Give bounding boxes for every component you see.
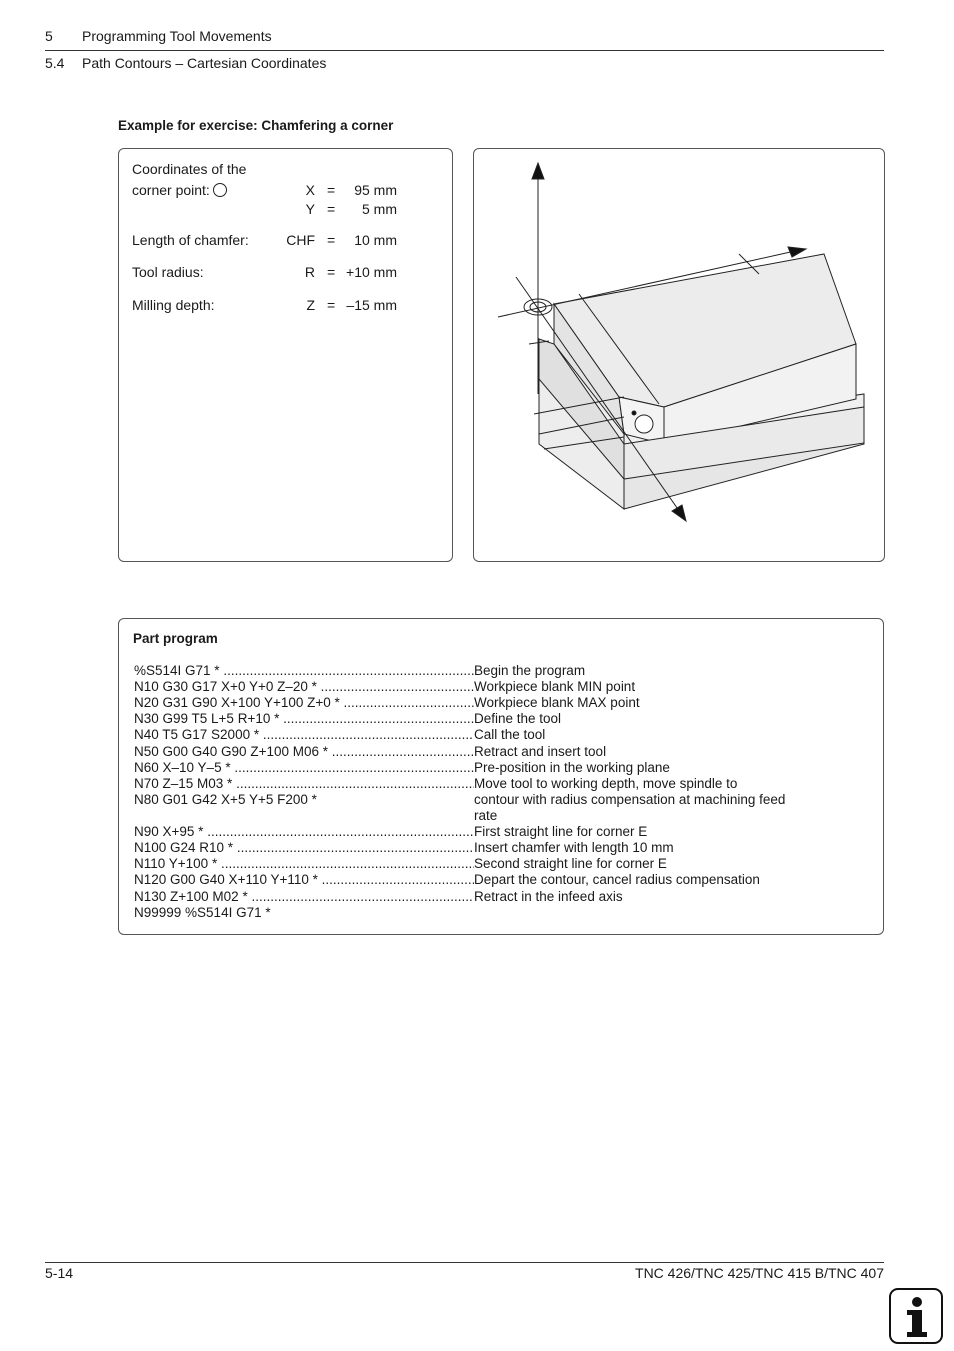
- section-title: Path Contours – Cartesian Coordinates: [82, 55, 327, 71]
- value-z: –15 mm: [346, 297, 397, 313]
- program-line: [134, 905, 794, 921]
- program-line: [134, 856, 794, 872]
- program-comment: Depart the contour, cancel radius compensation: [474, 872, 760, 887]
- program-comment: Define the tool: [474, 711, 562, 726]
- section-number: 5.4: [45, 55, 65, 71]
- program-comment: Begin the program: [474, 663, 586, 678]
- program-line: [134, 760, 794, 776]
- chamfer-workpiece-figure: [474, 149, 884, 561]
- value-x: 95 mm: [354, 182, 397, 198]
- footer-rule: [45, 1262, 884, 1263]
- example-title: Example for exercise: Chamfering a corner: [118, 118, 394, 133]
- value-y: 5 mm: [362, 201, 397, 217]
- program-comment: Move tool to working depth, move spindle to: [474, 776, 738, 791]
- program-comment: Pre-position in the working plane: [474, 760, 670, 775]
- program-line: [134, 792, 794, 824]
- program-code: N60 X–10 Y–5 * .....: [134, 760, 474, 776]
- vertical-axis-arrowhead: [532, 163, 544, 179]
- equals-chf: =: [327, 232, 336, 248]
- program-comment: Insert chamfer with length 10 mm: [474, 840, 674, 855]
- program-code: N99999 %S514I G71 *: [134, 905, 271, 920]
- equals-y: =: [327, 201, 336, 217]
- program-line: [134, 695, 794, 711]
- program-line: [134, 663, 794, 679]
- part-program-title: Part program: [133, 631, 218, 646]
- program-code: N30 G99 T5 L+5 R+10 * .....: [134, 711, 474, 727]
- chamfer-label: Length of chamfer:: [132, 232, 249, 248]
- axis-z: Z: [306, 297, 315, 313]
- value-r: +10 mm: [346, 264, 397, 280]
- product-name: TNC 426/TNC 425/TNC 415 B/TNC 407: [635, 1265, 884, 1281]
- corner-point-dot: [632, 411, 636, 415]
- program-comment: Retract and insert tool: [474, 744, 607, 759]
- equals-r: =: [327, 264, 336, 280]
- program-code: %S514I G71 * .....: [134, 663, 474, 679]
- program-comment: contour with radius compensation at machining feed rate: [474, 792, 786, 823]
- program-comment: Retract in the infeed axis: [474, 889, 623, 904]
- program-code: N80 G01 G42 X+5 Y+5 F200 *: [134, 792, 317, 807]
- section-header: [45, 55, 326, 71]
- chapter-number: 5: [45, 28, 53, 44]
- milling-depth-label: Milling depth:: [132, 297, 215, 313]
- corner-point-marker: [635, 415, 653, 433]
- chapter-header: [45, 28, 272, 44]
- axis-chf: CHF: [286, 232, 315, 248]
- program-line: [134, 727, 794, 743]
- program-line: [134, 744, 794, 760]
- circle-icon: [213, 183, 227, 197]
- info-icon: [889, 1288, 943, 1344]
- axis-x: X: [305, 182, 315, 198]
- chapter-title: Programming Tool Movements: [82, 28, 272, 44]
- program-comment: Workpiece blank MAX point: [474, 695, 640, 710]
- coordinates-heading: Coordinates of the: [132, 161, 247, 177]
- diagonal-axis-arrowhead: [788, 247, 806, 257]
- coordinates-box: [118, 148, 453, 562]
- header-rule: [45, 50, 884, 51]
- program-line: [134, 711, 794, 727]
- page-number: 5-14: [45, 1265, 74, 1281]
- part-program-box: [118, 618, 884, 935]
- program-comment: Workpiece blank MIN point: [474, 679, 636, 694]
- program-code: N110 Y+100 * .....: [134, 856, 474, 872]
- axis-r: R: [304, 264, 315, 280]
- value-chf: 10 mm: [354, 232, 397, 248]
- program-code: N50 G00 G40 G90 Z+100 M06 * .....: [134, 744, 474, 760]
- program-code: N20 G31 G90 X+100 Y+100 Z+0 * .....: [134, 695, 474, 711]
- depth-axis-arrowhead: [672, 505, 686, 521]
- program-code: N120 G00 G40 X+110 Y+110 * .....: [134, 872, 474, 888]
- program-code: N10 G30 G17 X+0 Y+0 Z–20 * .....: [134, 679, 474, 695]
- program-line: [134, 872, 794, 888]
- figure-box: [473, 148, 885, 562]
- program-code: N100 G24 R10 * .....: [134, 840, 474, 856]
- corner-point-text: corner point:: [132, 182, 210, 198]
- program-code: N40 T5 G17 S2000 * .....: [134, 727, 474, 743]
- program-line: [134, 840, 794, 856]
- program-comment: Second straight line for corner E: [474, 856, 667, 871]
- program-code: N130 Z+100 M02 * .....: [134, 889, 474, 905]
- program-line: [134, 679, 794, 695]
- equals-z: =: [327, 297, 336, 313]
- program-line: [134, 824, 794, 840]
- program-code: N90 X+95 * .....: [134, 824, 474, 840]
- program-comment: First straight line for corner E: [474, 824, 648, 839]
- program-comment: Call the tool: [474, 727, 546, 742]
- equals-x: =: [327, 182, 336, 198]
- program-line: [134, 776, 794, 792]
- program-code: N70 Z–15 M03 * .....: [134, 776, 474, 792]
- program-line: [134, 889, 794, 905]
- axis-y: Y: [305, 201, 315, 217]
- tool-radius-label: Tool radius:: [132, 264, 204, 280]
- corner-point-label: [132, 181, 227, 199]
